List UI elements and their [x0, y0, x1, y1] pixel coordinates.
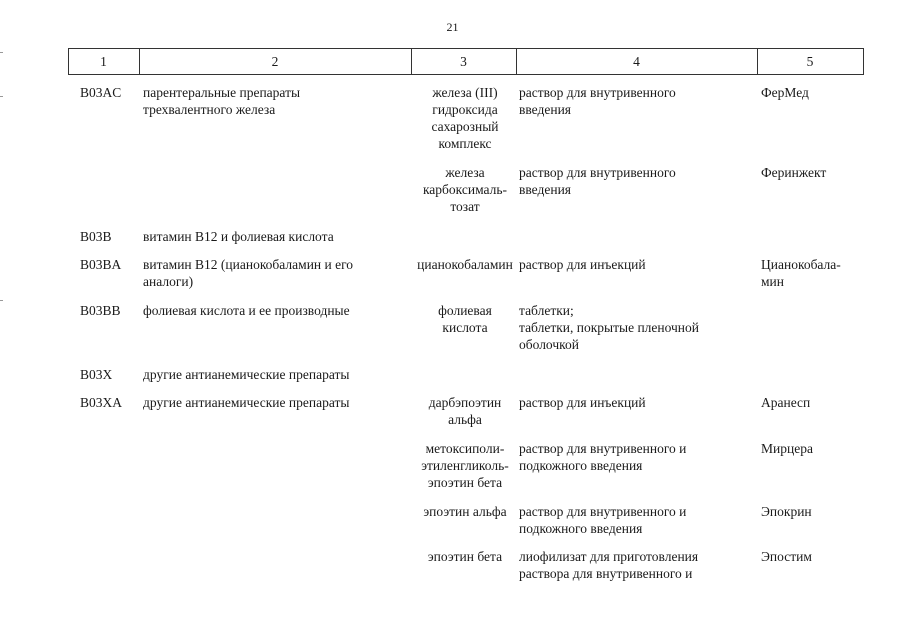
- pharmacological-group-line: другие антианемические препараты: [143, 367, 350, 382]
- active-substance-line: карбоксималь-: [422, 182, 508, 197]
- trade-name-line: Эпостим: [761, 549, 812, 564]
- dosage-form-line: введения: [519, 102, 572, 117]
- trade-name-cell: [761, 503, 861, 520]
- trade-name-line: ФерМед: [761, 85, 809, 100]
- trade-name-line: Феринжект: [761, 165, 827, 180]
- active-substance-cell: [412, 394, 518, 428]
- dosage-form-line: раствор для внутривенного: [519, 165, 676, 180]
- pharmacological-group-line: аналоги): [143, 274, 194, 289]
- scan-edge-mark: [0, 52, 3, 53]
- dosage-form-line: раствор для внутривенного: [519, 85, 676, 100]
- column-header-4: 4: [633, 54, 640, 69]
- dosage-form-cell: [519, 302, 755, 353]
- trade-name-cell: [761, 394, 861, 411]
- dosage-form-line: раствор для внутривенного и: [519, 441, 687, 456]
- active-substance-line: железа (III): [432, 85, 498, 100]
- pharmacological-group-cell: [143, 302, 408, 319]
- active-substance-cell: [412, 548, 518, 565]
- column-header-5: 5: [806, 54, 814, 69]
- pharmacological-group-cell: [143, 228, 408, 245]
- dosage-form-cell: [519, 503, 755, 537]
- active-substance-line: эпоэтин альфа: [423, 504, 507, 519]
- active-substance-cell: [412, 84, 518, 152]
- trade-name-line: Цианокобала-: [761, 257, 841, 272]
- dosage-form-line: лиофилизат для приготовления: [519, 549, 699, 564]
- trade-name-cell: [761, 548, 861, 565]
- dosage-form-line: таблетки;: [519, 303, 574, 318]
- active-substance-cell: [412, 503, 518, 520]
- column-header-2: 2: [271, 54, 279, 69]
- dosage-form-cell: [519, 84, 755, 118]
- dosage-form-line: таблетки, покрытые пленочной: [519, 320, 700, 335]
- active-substance-line: фолиевая: [438, 303, 492, 318]
- pharmacological-group-line: другие антианемические препараты: [143, 395, 350, 410]
- active-substance-line: альфа: [448, 412, 482, 427]
- active-substance-line: этиленгликоль-: [421, 458, 509, 473]
- pharmacological-group-line: витамин B12 (цианокобаламин и его: [143, 257, 354, 272]
- atc-code-cell: B03AC: [80, 85, 122, 100]
- active-substance-line: цианокобаламин: [417, 257, 513, 272]
- dosage-form-line: раствор для инъекций: [519, 395, 646, 410]
- trade-name-line: Мирцера: [761, 441, 813, 456]
- dosage-form-cell: [519, 164, 755, 198]
- scan-edge-mark: [0, 96, 3, 97]
- dosage-form-line: раствора для внутривенного и: [519, 566, 693, 581]
- pharmacological-group-line: парентеральные препараты: [143, 85, 301, 100]
- trade-name-cell: [761, 440, 861, 457]
- active-substance-line: кислота: [442, 320, 488, 335]
- trade-name-line: мин: [761, 274, 784, 289]
- dosage-form-cell: [519, 256, 755, 273]
- header-divider: [863, 48, 864, 75]
- dosage-form-line: введения: [519, 182, 572, 197]
- active-substance-line: тозат: [450, 199, 480, 214]
- active-substance-line: гидроксида: [432, 102, 498, 117]
- dosage-form-line: раствор для инъекций: [519, 257, 646, 272]
- dosage-form-line: подкожного введения: [519, 458, 643, 473]
- active-substance-line: метоксиполи-: [425, 441, 505, 456]
- active-substance-cell: [412, 302, 518, 336]
- pharmacological-group-cell: [143, 256, 408, 290]
- scan-edge-mark: [0, 300, 3, 301]
- pharmacological-group-line: трехвалентного железа: [143, 102, 276, 117]
- atc-code-cell: B03B: [80, 229, 112, 244]
- dosage-form-line: подкожного введения: [519, 521, 643, 536]
- trade-name-cell: [761, 164, 861, 181]
- column-header-1: 1: [100, 54, 107, 69]
- dosage-form-line: раствор для внутривенного и: [519, 504, 687, 519]
- atc-code-cell: B03BA: [80, 257, 122, 272]
- trade-name-cell: [761, 84, 861, 101]
- dosage-form-cell: [519, 440, 755, 474]
- active-substance-line: эпоэтин бета: [427, 549, 503, 564]
- active-substance-line: дарбэпоэтин: [428, 395, 502, 410]
- header-bottom-rule: [68, 74, 863, 75]
- trade-name-line: Эпокрин: [761, 504, 812, 519]
- pharmacological-group-line: витамин B12 и фолиевая кислота: [143, 229, 334, 244]
- active-substance-cell: [412, 440, 518, 491]
- active-substance-cell: [412, 164, 518, 215]
- active-substance-cell: [412, 256, 518, 273]
- dosage-form-cell: [519, 548, 755, 582]
- active-substance-line: комплекс: [438, 136, 492, 151]
- trade-name-cell: [761, 256, 861, 290]
- pharmacological-group-cell: [143, 84, 408, 118]
- pharmacological-group-line: фолиевая кислота и ее производные: [143, 303, 350, 318]
- active-substance-line: железа: [445, 165, 485, 180]
- trade-name-line: Аранесп: [761, 395, 811, 410]
- dosage-form-cell: [519, 394, 755, 411]
- pharmacological-group-cell: [143, 366, 408, 383]
- active-substance-line: сахарозный: [431, 119, 499, 134]
- table-top-rule: [68, 48, 863, 49]
- atc-code-cell: B03X: [80, 367, 113, 382]
- page-number: 21: [446, 20, 459, 34]
- atc-code-cell: B03XA: [80, 395, 123, 410]
- dosage-form-line: оболочкой: [519, 337, 579, 352]
- atc-code-cell: B03BB: [80, 303, 121, 318]
- pharmacological-group-cell: [143, 394, 408, 411]
- active-substance-line: эпоэтин бета: [427, 475, 503, 490]
- column-header-3: 3: [460, 54, 467, 69]
